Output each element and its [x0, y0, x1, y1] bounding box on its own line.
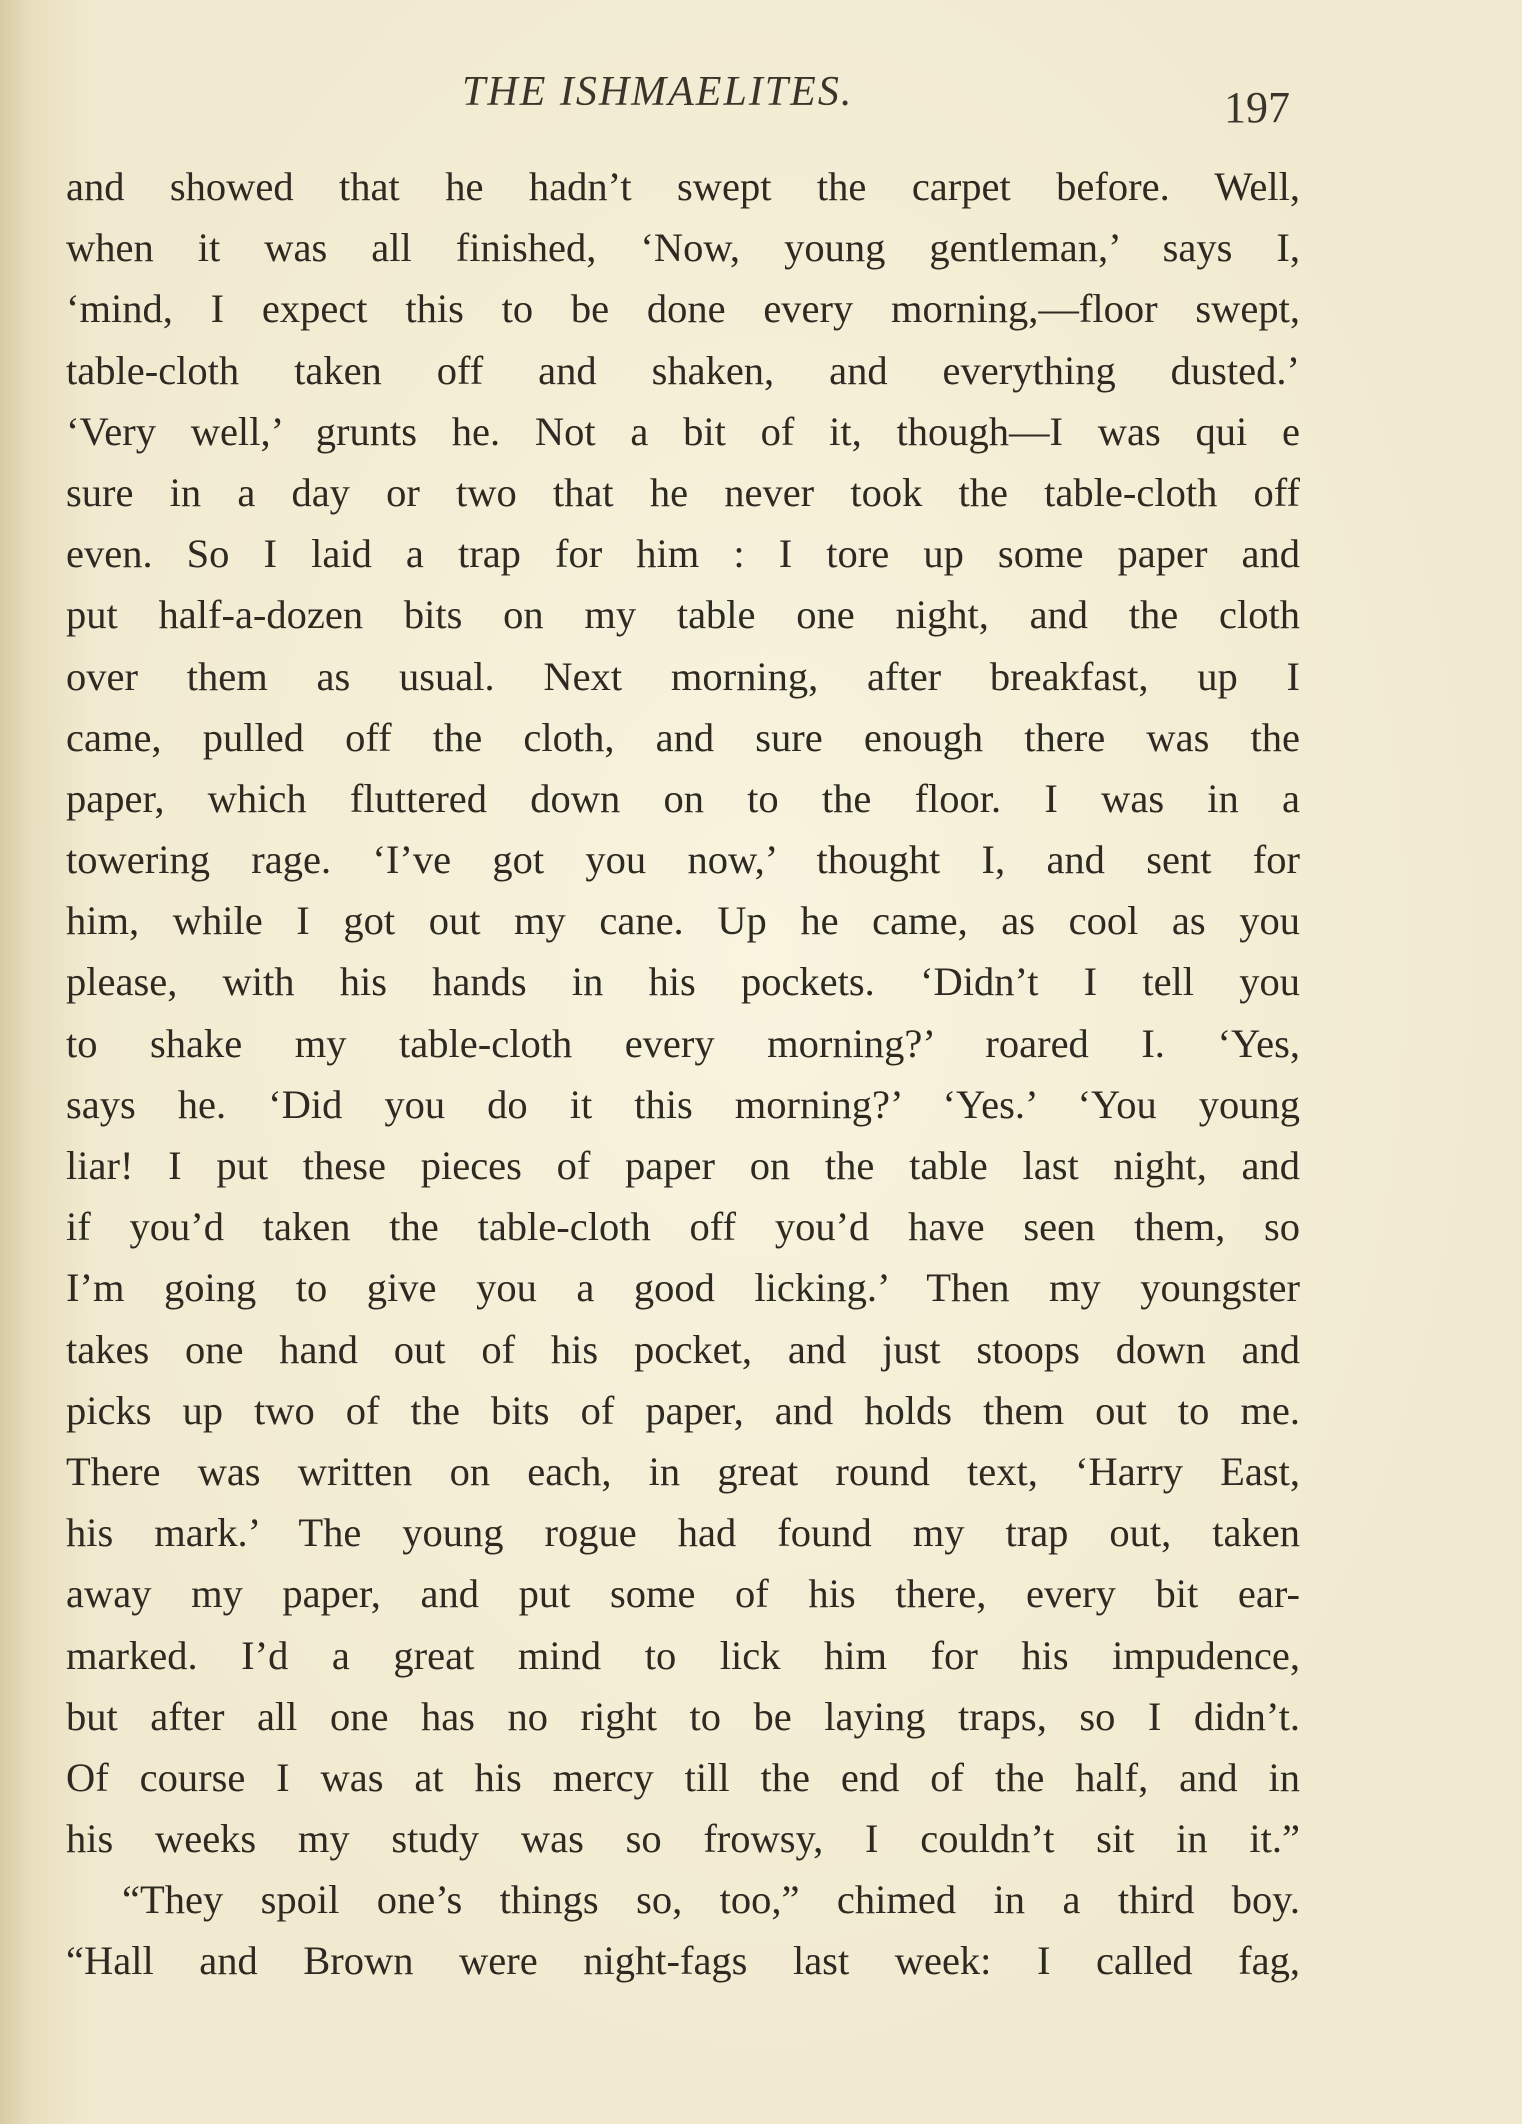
text-line: There was written on each, in great round text, ‘Harry East, — [66, 1448, 1300, 1494]
text-line: sure in a day or two that he never took the table-cloth off — [66, 469, 1300, 515]
text-line: put half-a-dozen bits on my table one night, and the cloth — [66, 592, 1300, 638]
running-title: THE ISHMAELITES. — [462, 69, 854, 115]
text-line: even. So I laid a trap for him : I tore up some paper and — [66, 531, 1300, 577]
text-line: if you’d taken the table-cloth off you’d have seen them, so — [66, 1204, 1300, 1250]
text-line: came, pulled off the cloth, and sure enough there was the — [66, 714, 1300, 760]
text-line: towering rage. ‘I’ve got you now,’ thought I, and sent for — [66, 837, 1300, 883]
text-line: and showed that he hadn’t swept the carpet before. Well, — [66, 164, 1300, 209]
text-line: ‘Very well,’ grunts he. Not a bit of it, though—I was qui e — [66, 408, 1300, 454]
text-line: marked. I’d a great mind to lick him for his impudence, — [66, 1632, 1300, 1678]
text-line: “Hall and Brown were night-fags last week: I called fag, — [66, 1938, 1300, 1984]
text-line: his mark.’ The young rogue had found my trap out, taken — [66, 1510, 1300, 1556]
text-line: I’m going to give you a good licking.’ Then my youngster — [66, 1265, 1300, 1311]
text-line: his weeks my study was so frowsy, I couldn’t sit in it.” — [66, 1816, 1300, 1862]
text-line: paper, which fluttered down on to the floor. I was in a — [66, 775, 1300, 821]
text-line: to shake my table-cloth every morning?’ roared I. ‘Yes, — [66, 1020, 1300, 1066]
text-line: him, while I got out my cane. Up he came, as cool as you — [66, 898, 1300, 944]
text-line: ‘mind, I expect this to be done every morning,—floor swept, — [66, 286, 1300, 332]
text-line: over them as usual. Next morning, after breakfast, up I — [66, 653, 1300, 699]
text-line: says he. ‘Did you do it this morning?’ ‘Yes.’ ‘You young — [66, 1081, 1300, 1127]
page-header — [0, 68, 1522, 138]
text-line: please, with his hands in his pockets. ‘Didn’t I tell you — [66, 959, 1300, 1005]
text-line: but after all one has no right to be laying traps, so I didn’t. — [66, 1693, 1300, 1739]
page-number: 197 — [1224, 83, 1290, 132]
text-line: takes one hand out of his pocket, and just stoops down and — [66, 1326, 1300, 1372]
text-line: table-cloth taken off and shaken, and everything dusted.’ — [66, 347, 1300, 393]
text-line: when it was all finished, ‘Now, young gentleman,’ says I, — [66, 225, 1300, 271]
text-line: Of course I was at his mercy till the end of the half, and in — [66, 1754, 1300, 1800]
text-body — [66, 156, 1300, 1992]
text-line: away my paper, and put some of his there, every bit ear- — [66, 1571, 1300, 1617]
text-line: liar! I put these pieces of paper on the table last night, and — [66, 1143, 1300, 1188]
text-line: picks up two of the bits of paper, and holds them out to me. — [66, 1387, 1300, 1433]
text-line: “They spoil one’s things so, too,” chimed in a third boy. — [122, 1877, 1300, 1923]
